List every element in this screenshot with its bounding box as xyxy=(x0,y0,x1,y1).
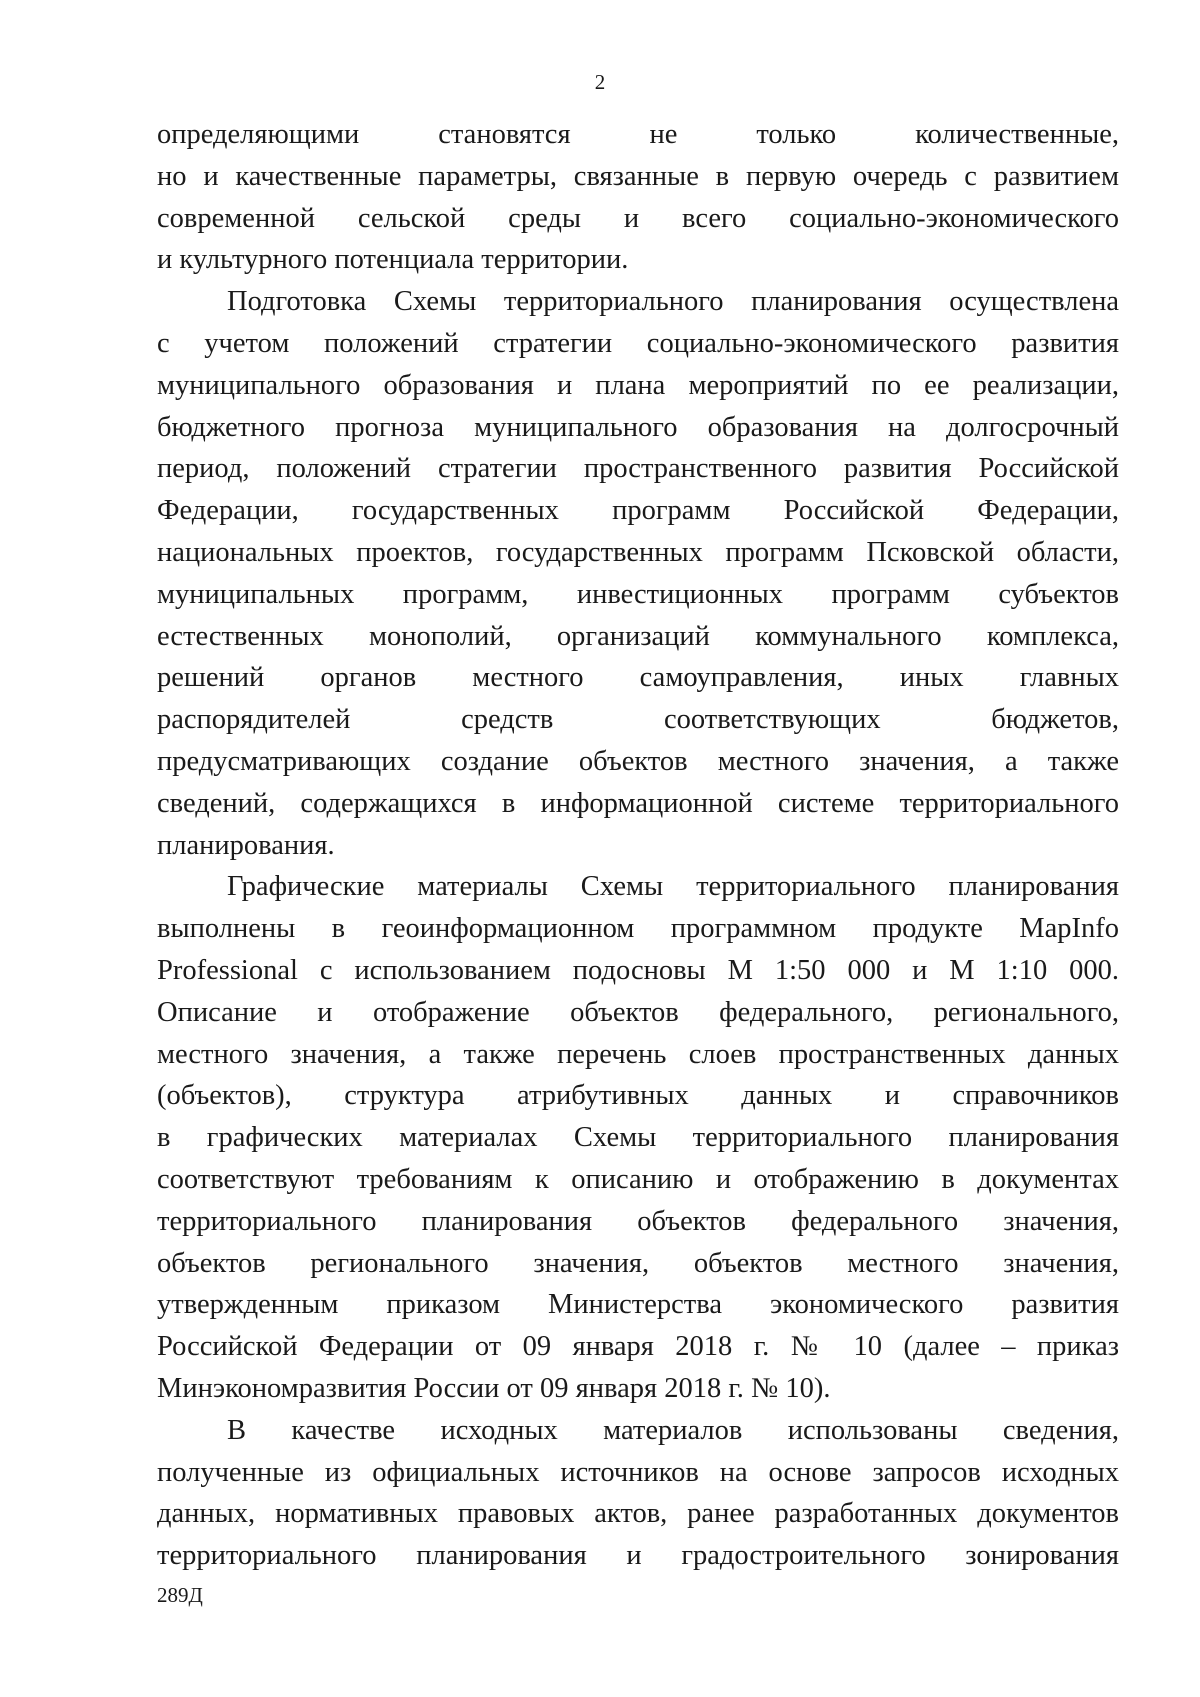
text-line: Федерации, государственных программ Российской Федерации, xyxy=(157,495,1119,527)
text-line: Подготовка Схемы территориального планирования осуществлена xyxy=(227,286,1119,318)
text-line: полученные из официальных источников на основе запросов исходных xyxy=(157,1456,1119,1488)
text-line: современной сельской среды и всего социально-экономического xyxy=(157,202,1119,234)
text-line: определяющими становятся не только количественные, xyxy=(157,119,1119,150)
text-line: естественных монополий, организаций коммунального комплекса, xyxy=(157,620,1119,652)
text-line: (объектов), структура атрибутивных данных и справочников xyxy=(157,1080,1119,1112)
text-line: период, положений стратегии пространственного развития Российской xyxy=(157,453,1119,485)
text-line: данных, нормативных правовых актов, ранее разработанных документов xyxy=(157,1498,1119,1530)
text-line: соответствуют требованиям к описанию и отображению в документах xyxy=(157,1163,1119,1195)
text-line: территориального планирования и градостроительного зонирования xyxy=(157,1540,1119,1572)
text-line: выполнены в геоинформационном программном продукте MapInfo xyxy=(157,913,1119,945)
text-line: сведений, содержащихся в информационной системе территориального xyxy=(157,787,1119,819)
text-line: Professional с использованием подосновы М 1:50 000 и М 1:10 000. xyxy=(157,954,1119,986)
text-line: национальных проектов, государственных программ Псковской области, xyxy=(157,536,1119,568)
text-line: Минэкономразвития России от 09 января 2018 г. № 10). xyxy=(157,1372,831,1404)
text-line: муниципального образования и плана мероприятий по ее реализации, xyxy=(157,369,1119,401)
text-line: распорядителей средств соответствующих бюджетов, xyxy=(157,704,1119,736)
text-line: объектов регионального значения, объектов местного значения, xyxy=(157,1247,1119,1279)
text-line: Графические материалы Схемы территориального планирования xyxy=(227,871,1119,903)
paragraph-1 xyxy=(157,114,1119,281)
text-line: решений органов местного самоуправления, иных главных xyxy=(157,662,1119,694)
text-line: муниципальных программ, инвестиционных программ субъектов xyxy=(157,578,1119,610)
paragraph-2 xyxy=(157,281,1119,866)
text-line: Российской Федерации от 09 января 2018 г. № 10 (далее – приказ xyxy=(157,1331,1119,1363)
paragraph-3 xyxy=(157,866,1119,1409)
page-number: 2 xyxy=(594,70,606,94)
text-line: территориального планирования объектов федерального значения, xyxy=(157,1205,1119,1237)
text-line: утвержденным приказом Министерства экономического развития xyxy=(157,1289,1119,1321)
text-line: планирования. xyxy=(157,829,335,861)
text-line: предусматривающих создание объектов местного значения, а также xyxy=(157,745,1119,777)
text-line: В качестве исходных материалов использованы сведения, xyxy=(227,1414,1119,1446)
document-code: 289Д xyxy=(157,1583,203,1607)
text-line: бюджетного прогноза муниципального образования на долгосрочный xyxy=(157,411,1119,443)
text-line: местного значения, а также перечень слоев пространственных данных xyxy=(157,1038,1119,1070)
text-line: и культурного потенциала территории. xyxy=(157,244,629,276)
body-text xyxy=(157,114,1119,1577)
text-line: в графических материалах Схемы территориального планирования xyxy=(157,1122,1119,1154)
text-line: но и качественные параметры, связанные в первую очередь с развитием xyxy=(157,160,1119,192)
text-line: с учетом положений стратегии социально-экономического развития xyxy=(157,327,1119,359)
paragraph-4 xyxy=(157,1410,1119,1577)
text-line: Описание и отображение объектов федерального, регионального, xyxy=(157,996,1119,1028)
